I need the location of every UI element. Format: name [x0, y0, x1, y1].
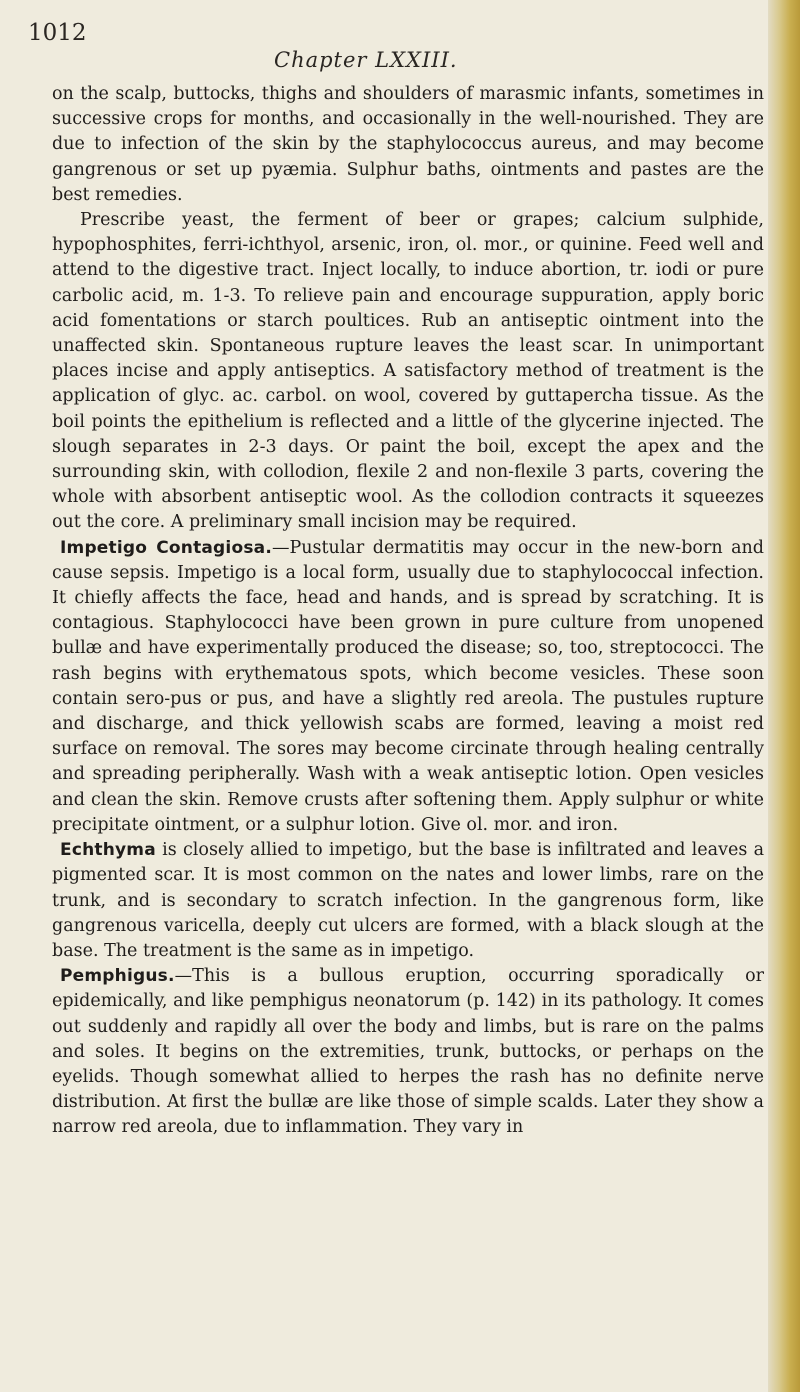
entry-text: is closely allied to impetigo, but the base is infiltrated and leaves a pigmented scar. It is most common on the nates and lower limbs, rare on the trunk, and is secondary to scratch infection. In the gangrenous form, like gangrenous varicella, deeply cut ulcers are formed, with a black slough at the base. The treatment is the same as in impetigo. — [52, 840, 764, 961]
entry-text: —Pustular dermatitis may occur in the new-born and cause sepsis. Impetigo is a local form, usually due to staphylococcal infection. It chiefly affects the face, head and hands, and is spread by scratching. It is contagious. Staphylococci have been grown in pure culture from unopened bullæ and have experimentally produced the disease; so, too, streptococci. The rash begins with erythematous spots, which become vesicles. These soon contain sero-pus or pus, and have a slightly red areola. The pustules rupture and discharge, and thick yellowish scabs are formed, leaving a moist red surface on removal. The sores may become circinate through healing centrally and spreading peripherally. Wash with a weak antiseptic lotion. Open vesicles and clean the skin. Remove crusts after softening them. Apply sulphur or white precipitate ointment, or a sulphur lotion. Give ol. mor. and iron. — [52, 537, 765, 835]
paragraph-text: on the scalp, buttocks, thighs and shoulders of marasmic infants, sometimes in successive crops for months, and occasionally in the well-nourished. They are due to infection of the skin by the staphylococcus aureus, and may become gangrenous or set up pyæmia. Sulphur baths, ointments and pastes are the best remedies. — [52, 84, 764, 205]
paragraph-treatment — [52, 208, 764, 536]
entry-term: Echthyma — [60, 840, 156, 861]
entry-pemphigus — [52, 964, 764, 1140]
paragraph-continued — [52, 82, 764, 208]
entry-echthyma — [52, 838, 764, 964]
page-number: 1012 — [28, 20, 87, 46]
entry-text: —This is a bullous eruption, occurring sporadically or epidemically, and like pemphigus neonatorum (p. 142) in its pathology. It comes out suddenly and rapidly all over the body and limbs, but is rare on the palms and soles. It begins on the extremities, trunk, buttocks, or perhaps on the eyelids. Though somewhat allied to herpes the rash has no definite nerve distribution. At first the bullæ are like those of simple scalds. Later they show a narrow red areola, due to inflammation. They vary in — [52, 966, 764, 1138]
entry-impetigo — [52, 536, 764, 838]
chapter-title: Chapter LXXIII. — [274, 48, 458, 72]
body-text — [52, 82, 764, 1141]
entry-term: Pemphigus. — [60, 966, 175, 987]
page-edge — [768, 0, 800, 1392]
paragraph-text: Prescribe yeast, the ferment of beer or grapes; calcium sulphide, hypophosphites, ferri-ichthyol, arsenic, iron, ol. mor., or quinine. Feed well and attend to the digestive tract. Inject locally, to induce abortion, tr. iodi or pure carbolic acid, m. 1-3. To relieve pain and encourage suppuration, apply boric acid fomentations or starch poultices. Rub an antiseptic ointment into the unaffected skin. Spontaneous rupture leaves the least scar. In unimportant places incise and apply antiseptics. A satisfactory method of treatment is the application of glyc. ac. carbol. on wool, covered by guttapercha tissue. As the boil points the epithelium is reflected and a little of the glycerine injected. The slough separates in 2-3 days. Or paint the boil, except the apex and the surrounding skin, with collodion, flexile 2 and non-flexile 3 parts, covering the whole with absorbent antiseptic wool. As the collodion contracts it squeezes out the core. A preliminary small incision may be required. — [52, 210, 764, 533]
page-header — [28, 20, 748, 72]
entry-term: Impetigo Contagiosa. — [60, 537, 272, 558]
